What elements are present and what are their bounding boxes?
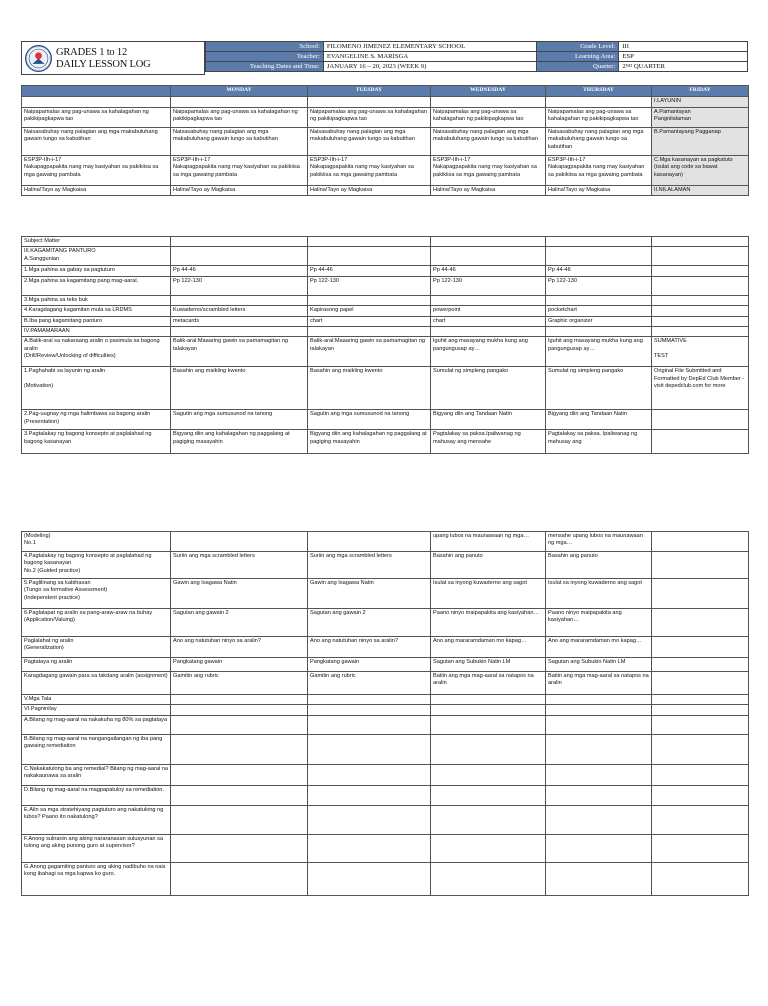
table-row (22, 430, 749, 454)
table-cell (308, 734, 431, 764)
friday-cell (652, 430, 749, 454)
table-cell: Sagutin ang mga sumusunod na tanong (171, 410, 308, 430)
table-row (22, 834, 749, 862)
table-cell (546, 785, 652, 805)
table-cell: Bigyang diin ang Tandaan Natin (546, 410, 652, 430)
table-cell (171, 97, 308, 108)
row-label-cell: ESP3P-IIh-i-17 Nakapagpapakita nang may kasiyahan sa pakikiisa sa mga gawaing pambata (22, 156, 171, 186)
table-cell (308, 295, 431, 305)
table-cell (308, 532, 431, 552)
table-cell: powerpoint (431, 306, 546, 316)
table-cell: Pp 44-46 (308, 266, 431, 276)
table-cell (431, 734, 546, 764)
table-cell: Gawin ang Isagawa Natin (171, 579, 308, 609)
row-label-cell: 1.Paghahabi sa layunin ng aralin (Motivation) (22, 367, 171, 410)
table-cell (431, 764, 546, 785)
title-line-1: GRADES 1 to 12 (56, 47, 127, 58)
school-label: School: (206, 42, 324, 52)
friday-cell (652, 705, 749, 715)
table-cell: ESP3P-IIh-i-17 Nakapagpapakita nang may kasiyahan sa pakikiisa sa mga gawaing pambata (431, 156, 546, 186)
row-label-cell: Naipapamalas ang pag-unawa sa kahalagahan ng pakikipagkapwa tao (22, 108, 171, 128)
row-label-cell: IV.PAMAMARAAN (22, 327, 171, 337)
table-cell (546, 862, 652, 895)
area-label: Learning Area: (536, 52, 619, 62)
day-friday: FRIDAY (652, 86, 749, 97)
table-cell: Pp 44-46 (431, 266, 546, 276)
table-cell: Basahin ang maikling kwento (171, 367, 308, 410)
table-cell: Pp 122-130 (308, 276, 431, 295)
friday-cell (652, 552, 749, 579)
table-cell: Suriin ang mga scrambled letters (308, 552, 431, 579)
table-cell: Ano ang natutuhan ninyo sa aralin? (171, 637, 308, 658)
table-cell (308, 764, 431, 785)
table-cell (431, 705, 546, 715)
friday-cell (652, 764, 749, 785)
table-cell: Naisasabuhay nang palagian ang mga makabuluhang gawain tungo sa kabutihan (308, 128, 431, 156)
day-header-row (22, 86, 749, 97)
quarter-word: QUARTER (632, 63, 666, 70)
friday-cell (652, 715, 749, 734)
table-cell: Sagutan ang Subukin Natin LM (546, 658, 652, 672)
table-cell: Sumulat ng simpleng pangako (431, 367, 546, 410)
table-cell: Sumulat ng simpleng pangako (546, 367, 652, 410)
teacher-label: Teacher: (206, 52, 324, 62)
table-cell: Paano ninyo maipapakita ang kasiyahan… (546, 609, 652, 637)
table-cell (431, 247, 546, 266)
friday-cell (652, 266, 749, 276)
table-row (22, 410, 749, 430)
row-label-cell: VI.Pagninilay (22, 705, 171, 715)
row-label-cell: E.Alin sa mga stratehiyang pagtuturo ang nakatulong ng lubos? Paano ito nakatulong? (22, 805, 171, 834)
row-label-cell: C.Nakakatulong ba ang remedial? Bilang ng mag-aaral na nakakaunawa sa aralin (22, 764, 171, 785)
table-cell (308, 834, 431, 862)
table-cell (546, 327, 652, 337)
table-row (22, 306, 749, 316)
table-cell: Naipapamalas ang pag-unawa sa kahalagahan ng pakikipagkapwa tao (171, 108, 308, 128)
table-cell (546, 237, 652, 247)
table-cell: Gamitin ang rubric (171, 672, 308, 695)
table-cell (171, 834, 308, 862)
table-cell (308, 715, 431, 734)
friday-cell: I.LAYUNIN (652, 97, 749, 108)
row-label-cell: 2.Pag-uugnay ng mga halimbawa sa bagong aralin (Presentation) (22, 410, 171, 430)
row-label-cell: 3.Pagtalakay ng bagong konsepto at paglalahad ng bagong kasanayan (22, 430, 171, 454)
table-row (22, 128, 749, 156)
table-cell: Bigyang diin ang kahalagahan ng paggalang at pagiging masayahin (308, 430, 431, 454)
table-cell (171, 247, 308, 266)
row-label-cell: Halina!Tayo ay Magkaisa (22, 186, 171, 196)
area-value: ESP (619, 52, 748, 62)
table-cell (431, 862, 546, 895)
row-label-cell: B.Iba pang kagamitang panturo (22, 316, 171, 326)
table-cell: Pp 122-130 (431, 276, 546, 295)
friday-cell: Original File Submitted and Formatted by DepEd Club Member - visit depedclub.com for more (652, 367, 749, 410)
table-cell (308, 237, 431, 247)
table-cell: Ano ang mararamdaman mo kapag… (546, 637, 652, 658)
table-row (22, 186, 749, 196)
table-cell (431, 237, 546, 247)
row-label-cell: 4.Karagdagang kagamitan mula sa LRDMS (22, 306, 171, 316)
table-row (22, 532, 749, 552)
table-cell (171, 734, 308, 764)
table-cell: Suriin ang mga scrambled letters (171, 552, 308, 579)
table-cell (308, 705, 431, 715)
table-row (22, 266, 749, 276)
table-cell: Bigyang diin ang Tandaan Natin (431, 410, 546, 430)
table-cell: Pangkatang gawain (171, 658, 308, 672)
table-row (22, 734, 749, 764)
table-cell: Basahin ang panuto (546, 552, 652, 579)
document-title (56, 47, 151, 71)
friday-cell: C.Mga kasanayan sa pagkatuto (isulat ang code sa bawat kasanayan) (652, 156, 749, 186)
table-row (22, 316, 749, 326)
table-row (22, 327, 749, 337)
table-cell: Balik-aral:Maaaring gawin sa pamamagitan ng talakayan (171, 337, 308, 367)
row-label-cell: G.Anong gagamiting panturo ang aking nadibuho na nais kong ibahagi sa mga kapwa ko guro. (22, 862, 171, 895)
row-label-cell: 2.Mga pahina sa kagamitang pang mag-aaral. (22, 276, 171, 295)
table-cell: Gawin ang Isagawa Natin (308, 579, 431, 609)
table-cell (308, 862, 431, 895)
table-cell: Isulat sa inyong kuwaderno ang sagot (546, 579, 652, 609)
table-cell (171, 715, 308, 734)
friday-cell (652, 532, 749, 552)
table-cell: Naipapamalas ang pag-unawa sa kahalagahan ng pakikipagkapwa tao (546, 108, 652, 128)
title-line-2: DAILY LESSON LOG (56, 59, 151, 70)
friday-cell (652, 834, 749, 862)
table-cell: Pp 44-46 (171, 266, 308, 276)
table-cell: Halina!Tayo ay Magkaisa (171, 186, 308, 196)
table-row (22, 97, 749, 108)
deped-seal-icon (25, 45, 52, 72)
table-row (22, 764, 749, 785)
procedure-table (21, 236, 749, 454)
table-cell (546, 705, 652, 715)
table-cell: Naisasabuhay nang palagian ang mga makabuluhang gawain tungo sa kabutihan (431, 128, 546, 156)
objectives-table (21, 85, 749, 196)
table-cell (308, 327, 431, 337)
table-cell (546, 247, 652, 266)
table-cell (308, 805, 431, 834)
row-label-cell: 5.Paglilinang sa kabihasan (Tungo sa formative Assessment) (Independent practice) (22, 579, 171, 609)
row-label-cell: F.Anong suliranin ang aking nararanasan sulusyunan sa tulong ang aking punong guro at supervisor? (22, 834, 171, 862)
dates-label: Teaching Dates and Time: (206, 62, 324, 72)
table-cell: Naipapamalas ang pag-unawa sa kahalagahan ng pakikipagkapwa tao (308, 108, 431, 128)
day-tuesday: TUESDAY (308, 86, 431, 97)
friday-cell (652, 695, 749, 705)
table-row (22, 637, 749, 658)
table-row (22, 785, 749, 805)
row-label-cell: 1.Mga pahina sa gabay sa pagtuturo (22, 266, 171, 276)
table-cell (546, 295, 652, 305)
friday-cell (652, 327, 749, 337)
table-cell (308, 695, 431, 705)
table-cell (546, 715, 652, 734)
table-cell (171, 695, 308, 705)
table-cell (431, 785, 546, 805)
table-cell: Pagtalakay sa paksa. Ipaliwanag ng mahusay ang (546, 430, 652, 454)
table-row (22, 108, 749, 128)
table-cell: Graphic organizer (546, 316, 652, 326)
table-row (22, 672, 749, 695)
table-row (22, 247, 749, 266)
row-label-cell: (Modeling) No.1 (22, 532, 171, 552)
row-label-cell: 3.Mga pahina sa teks buk (22, 295, 171, 305)
row-label-cell: Karagdagang gawain para sa takdang aralin (assignment) (22, 672, 171, 695)
friday-cell (652, 247, 749, 266)
table-cell: Naipapamalas ang pag-unawa sa kahalagahan ng pakikipagkapwa tao (431, 108, 546, 128)
table-cell: Isulat sa inyong kuwaderno ang sagot (431, 579, 546, 609)
table-cell: Iguhit ang masayang mukha kung ang pangungusap ay… (546, 337, 652, 367)
row-label-cell: Subject Matter (22, 237, 171, 247)
table-row (22, 658, 749, 672)
table-cell: ESP3P-IIh-i-17 Nakapagpapakita nang may kasiyahan sa pakikiisa sa mga gawaing pambata (308, 156, 431, 186)
quarter-label: Quarter: (536, 62, 619, 72)
table-cell: Paano ninyo maipapakita ang kasiyahan… (431, 609, 546, 637)
friday-cell (652, 306, 749, 316)
table-cell (546, 764, 652, 785)
friday-cell (652, 237, 749, 247)
table-cell (431, 295, 546, 305)
quarter-value (619, 62, 748, 72)
table-cell: Halina!Tayo ay Magkaisa (431, 186, 546, 196)
table-cell: Kuwaderno/scrambled letters (171, 306, 308, 316)
quarter-suffix: ND (625, 63, 633, 68)
table-cell (171, 705, 308, 715)
table-cell: Sagutin ang mga sumusunod na tanong (308, 410, 431, 430)
row-label-cell: 6.Paglalapat ng aralin sa pang-araw-araw na buhay (Application/Valuing) (22, 609, 171, 637)
table-cell: Sagutan ang gawain 2 (171, 609, 308, 637)
table-cell (171, 327, 308, 337)
table-row (22, 295, 749, 305)
teacher-value: EVANGELINE S. MARISGA (323, 52, 536, 62)
friday-cell (652, 658, 749, 672)
row-label-cell: Paglalahat ng aralin (Generalization) (22, 637, 171, 658)
day-wednesday: WEDNESDAY (431, 86, 546, 97)
table-cell (171, 532, 308, 552)
table-cell (308, 247, 431, 266)
table-cell: Pp 122-130 (546, 276, 652, 295)
table-row (22, 367, 749, 410)
row-label-cell (22, 97, 171, 108)
table-cell (308, 785, 431, 805)
table-cell: Kapirasong papel (308, 306, 431, 316)
table-cell (171, 237, 308, 247)
table-cell (171, 862, 308, 895)
friday-cell (652, 579, 749, 609)
friday-cell (652, 295, 749, 305)
table-cell: Basahin ang maikling kwento (308, 367, 431, 410)
reflection-table (21, 531, 749, 896)
table-row (22, 705, 749, 715)
friday-cell (652, 276, 749, 295)
table-cell: Sagutan ang gawain 2 (308, 609, 431, 637)
table-cell: Pp 44-46 (546, 266, 652, 276)
row-label-cell: Naisasabuhay nang palagian ang mga makabuluhang gawain tungo sa kabutihan (22, 128, 171, 156)
friday-cell: A.Pamantayan Pangnilalaman (652, 108, 749, 128)
row-label-cell: III.KAGAMITANG PANTURO A.Sanggunian (22, 247, 171, 266)
table-cell: Balik-aral:Maaaring gawin sa pamamagitan ng talakayan (308, 337, 431, 367)
friday-cell: B.Pamantayang Pagganap (652, 128, 749, 156)
table-cell: Gamitin ang rubric (308, 672, 431, 695)
friday-cell (652, 410, 749, 430)
quarter-number: 2 (622, 63, 626, 70)
table-cell (308, 97, 431, 108)
table-cell (171, 785, 308, 805)
table-cell: Naisasabuhay nang palagian ang mga makabuluhang gawain tungo sa kabutihan (171, 128, 308, 156)
table-cell (546, 734, 652, 764)
school-value: FILOMENO JIMENEZ ELEMENTARY SCHOOL (323, 42, 536, 52)
table-row (22, 552, 749, 579)
table-cell: Ano ang mararamdaman mo kapag… (431, 637, 546, 658)
table-row (22, 156, 749, 186)
table-row (22, 337, 749, 367)
table-cell (431, 805, 546, 834)
table-cell: Pangkatang gawain (308, 658, 431, 672)
row-label-cell: A.Bilang ng mag-aaral na nakakuha ng 80% sa pagtataya (22, 715, 171, 734)
table-row (22, 695, 749, 705)
row-label-cell: Pagtataya ng aralin (22, 658, 171, 672)
friday-cell (652, 862, 749, 895)
table-cell (431, 695, 546, 705)
table-cell: metacards (171, 316, 308, 326)
table-cell (431, 97, 546, 108)
table-cell: Batiin ang mga mag-aaral sa natapos na aralin (546, 672, 652, 695)
friday-cell (652, 672, 749, 695)
table-cell: mensahe upang lubos na maunawaan ng mga… (546, 532, 652, 552)
row-label-cell: 4.Pagtalakay ng bagong konsepto at paglalahad ng bagong kasanayan No.2 (Guided practice) (22, 552, 171, 579)
friday-cell: SUMMATIVE TEST (652, 337, 749, 367)
table-cell (431, 834, 546, 862)
table-cell: Iguhit ang masayang mukha kung ang pangungusap ay… (431, 337, 546, 367)
table-cell: upang lubos na maunawaan ng mga… (431, 532, 546, 552)
table-cell: Naisasabuhay nang palagian ang mga makabuluhang gawain tungo sa kabutihan (546, 128, 652, 156)
day-header-blank (22, 86, 171, 97)
table-cell: Sagutan ang Subukin Natin LM (431, 658, 546, 672)
table-cell (171, 764, 308, 785)
friday-cell: II.NILALAMAN (652, 186, 749, 196)
table-cell: pocketchart (546, 306, 652, 316)
table-cell (171, 805, 308, 834)
table-cell: Halina!Tayo ay Magkaisa (546, 186, 652, 196)
table-cell: ESP3P-IIh-i-17 Nakapagpapakita nang may kasiyahan sa pakikiisa sa mga gawaing pambata (171, 156, 308, 186)
friday-cell (652, 805, 749, 834)
table-row (22, 805, 749, 834)
table-cell: Ano ang natutuhan ninyo sa aralin? (308, 637, 431, 658)
table-row (22, 609, 749, 637)
table-cell: Pp 122-130 (171, 276, 308, 295)
friday-cell (652, 734, 749, 764)
table-row (22, 579, 749, 609)
table-row (22, 715, 749, 734)
grade-label: Grade Level: (536, 42, 619, 52)
dates-value: JANUARY 16 – 20, 2023 (WEEK 9) (323, 62, 536, 72)
table-row (22, 862, 749, 895)
table-cell (171, 295, 308, 305)
table-cell (431, 327, 546, 337)
table-cell: chart (308, 316, 431, 326)
table-row (22, 276, 749, 295)
friday-cell (652, 609, 749, 637)
friday-cell (652, 316, 749, 326)
table-cell: chart (431, 316, 546, 326)
grade-value: III (619, 42, 748, 52)
table-cell: Basahin ang panuto (431, 552, 546, 579)
table-row (22, 237, 749, 247)
table-cell (546, 695, 652, 705)
table-cell (546, 97, 652, 108)
row-label-cell: V.Mga Tala (22, 695, 171, 705)
friday-cell (652, 637, 749, 658)
table-cell: Bigyang diin ang kahalagahan ng paggalang at pagiging masayahin (171, 430, 308, 454)
day-thursday: THURSDAY (546, 86, 652, 97)
title-box (21, 41, 205, 75)
table-cell (546, 805, 652, 834)
row-label-cell: A.Balik-aral sa nakaraang aralin o pasimula sa bagong aralin (Drill/Review/Unlocking of difficulties) (22, 337, 171, 367)
table-cell (546, 834, 652, 862)
table-cell: Halina!Tayo ay Magkaisa (308, 186, 431, 196)
table-cell: Batiin ang mga mag-aaral sa natapos na aralin (431, 672, 546, 695)
table-cell: Pagtalakay sa paksa.Ipaliwanag ng mahusay ang mensahe (431, 430, 546, 454)
header-info-table (205, 41, 748, 72)
row-label-cell: B.Bilang ng mag-aaral na nangangailangan ng iba pang gawaing remediation (22, 734, 171, 764)
day-monday: MONDAY (171, 86, 308, 97)
header (21, 41, 748, 75)
table-cell: ESP3P-IIh-i-17 Nakapagpapakita nang may kasiyahan sa pakikiisa sa mga gawaing pambata (546, 156, 652, 186)
table-cell (431, 715, 546, 734)
row-label-cell: D.Bilang ng mag-aaral na magpapatuloy sa remediation. (22, 785, 171, 805)
friday-cell (652, 785, 749, 805)
